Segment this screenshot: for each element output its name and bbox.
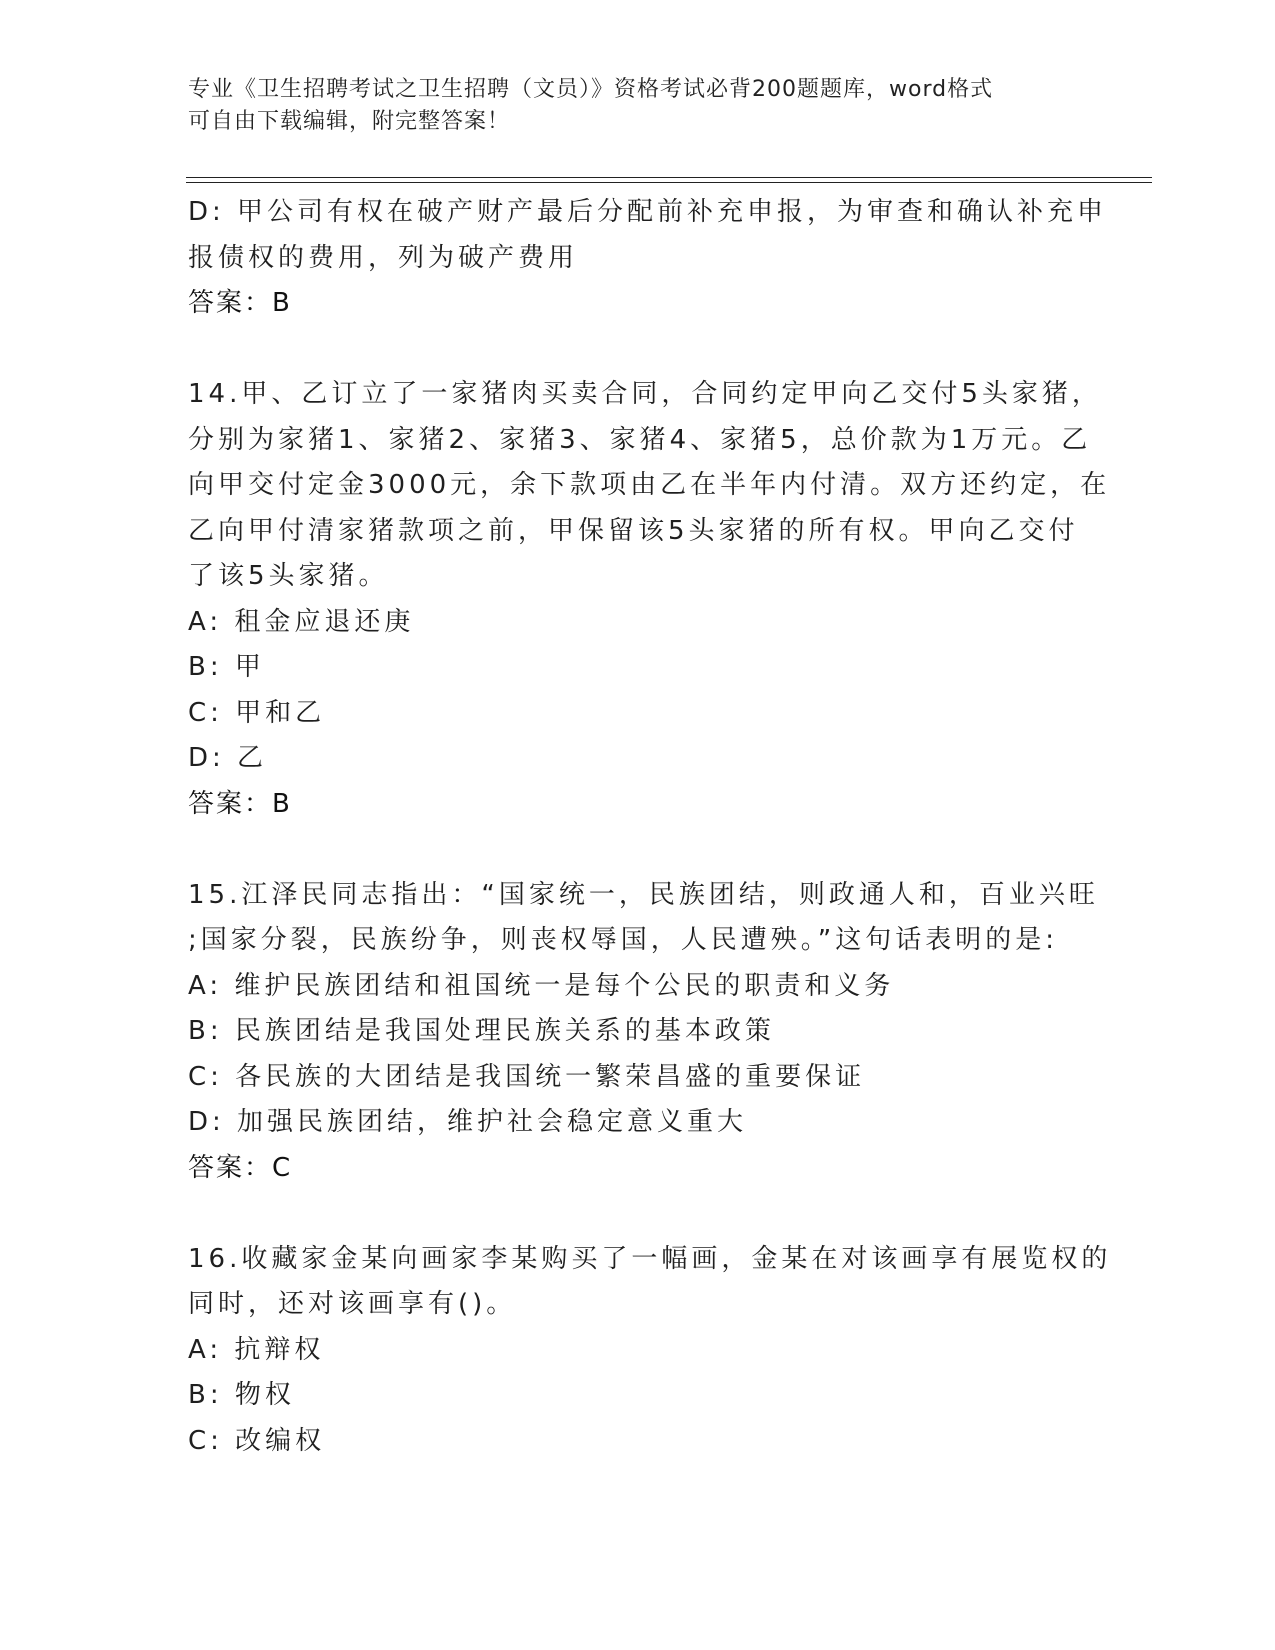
question-stem: 了该5头家猪。 — [188, 561, 389, 591]
question-14 — [188, 372, 1111, 827]
question-15 — [188, 873, 1099, 1192]
option-c: C: 各民族的大团结是我国统一繁荣昌盛的重要保证 — [188, 1061, 866, 1092]
spacer — [188, 327, 1088, 373]
document-header — [188, 74, 1078, 138]
question-stem: 乙向甲付清家猪款项之前，甲保留该5头家猪的所有权。甲向乙交付 — [188, 515, 1079, 546]
header-title-line1: 专业《卫生招聘考试之卫生招聘（文员）》资格考试必背200题题库，word格式 — [188, 77, 994, 102]
option-b: B: 甲 — [188, 652, 265, 682]
question-stem: 分别为家猪1、家猪2、家猪3、家猪4、家猪5，总价款为1万元。乙 — [188, 424, 1092, 455]
question-stem: 16.收藏家金某向画家李某购买了一幅画，金某在对该画享有展览权的 — [188, 1243, 1112, 1274]
answer: 答案：C — [188, 1152, 293, 1183]
spacer — [188, 827, 1088, 873]
question-stem: 向甲交付定金3000元，余下款项由乙在半年内付清。双方还约定，在 — [188, 470, 1111, 500]
option-c: C: 改编权 — [188, 1425, 326, 1456]
option-d: D: 乙 — [188, 743, 268, 773]
spacer — [188, 1191, 1088, 1237]
option-d: D: 加强民族团结，维护社会稳定意义重大 — [188, 1107, 748, 1137]
question-stem: ;国家分裂，民族纷争，则丧权辱国，人民遭殃。”这句话表明的是: — [188, 925, 1058, 955]
option-a: A: 维护民族团结和祖国统一是每个公民的职责和义务 — [188, 970, 895, 1001]
option-b: B: 物权 — [188, 1380, 295, 1410]
option-d: D: 甲公司有权在破产财产最后分配前补充申报，为审查和确认补充申 — [188, 197, 1108, 227]
question-stem: 15.江泽民同志指出：“国家统一，民族团结，则政通人和，百业兴旺 — [188, 879, 1099, 910]
answer: 答案：B — [188, 288, 292, 318]
option-a: A: 租金应退还庚 — [188, 606, 415, 637]
question-stem: 同时，还对该画享有()。 — [188, 1289, 517, 1319]
option-c: C: 甲和乙 — [188, 697, 326, 728]
question-stem: 14.甲、乙订立了一家猪肉买卖合同，合同约定甲向乙交付5头家猪， — [188, 379, 1102, 409]
header-title-line2: 可自由下载编辑，附完整答案！ — [188, 109, 511, 134]
question-13-tail — [188, 190, 1108, 327]
question-16 — [188, 1237, 1112, 1465]
header-rule-bottom — [186, 182, 1152, 183]
header-rule-top — [186, 177, 1152, 178]
answer: 答案：B — [188, 788, 292, 819]
question-content — [188, 190, 1112, 1464]
option-a: A: 抗辩权 — [188, 1334, 325, 1365]
option-d-continued: 报债权的费用，列为破产费用 — [188, 242, 579, 273]
option-b: B: 民族团结是我国处理民族关系的基本政策 — [188, 1016, 775, 1046]
